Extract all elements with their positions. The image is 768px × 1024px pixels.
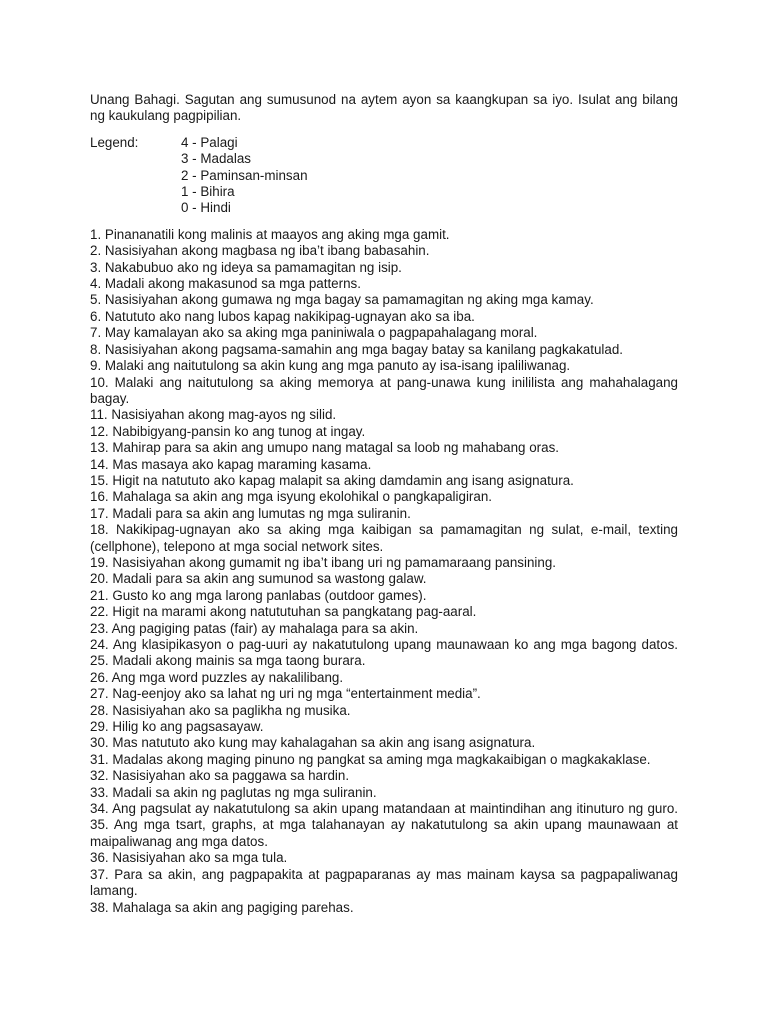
question-item: 4. Madali akong makasunod sa mga patterns. bbox=[90, 276, 361, 292]
instructions-paragraph: Unang Bahagi. Sagutan ang sumusunod na aytem ayon sa kaangkupan sa iyo. Isulat ang bilang ng kaukulang pagpipilian. bbox=[90, 92, 678, 124]
legend-option: 2 - Paminsan-minsan bbox=[181, 167, 308, 183]
question-item: 2. Nasisiyahan akong magbasa ng iba’t ibang babasahin. bbox=[90, 243, 430, 259]
question-item: 37. Para sa akin, ang pagpapakita at pagpaparanas ay mas mainam kaysa sa pagpapaliwanag lamang. bbox=[90, 866, 678, 899]
question-item: 32. Nasisiyahan ako sa paggawa sa hardin. bbox=[90, 768, 350, 784]
question-item: 19. Nasisiyahan akong gumamit ng iba’t ibang uri ng pamamaraang pansining. bbox=[90, 554, 556, 570]
question-item: 24. Ang klasipikasyon o pag-uuri ay nakatutulong upang maunawaan ko ang mga bagong datos. 25. Madali akong mainis sa mga taong burara. bbox=[90, 637, 678, 669]
question-item: 22. Higit na marami akong natututuhan sa pangkatang pag-aaral. bbox=[90, 604, 477, 620]
question-item: 26. Ang mga word puzzles ay nakalilibang. bbox=[90, 669, 344, 685]
document-page bbox=[90, 92, 678, 916]
legend-option: 1 - Bihira bbox=[181, 184, 235, 200]
question-item: 16. Mahalaga sa akin ang mga isyung ekolohikal o pangkapaligiran. bbox=[90, 489, 492, 505]
question-item: 38. Mahalaga sa akin ang pagiging parehas. bbox=[90, 899, 354, 915]
question-item: 12. Nabibigyang-pansin ko ang tunog at ingay. bbox=[90, 423, 366, 439]
question-item: 20. Madali para sa akin ang sumunod sa wastong galaw. bbox=[90, 571, 427, 587]
legend bbox=[90, 135, 678, 217]
question-item: 11. Nasisiyahan akong mag-ayos ng silid. bbox=[90, 407, 337, 423]
question-item: 36. Nasisiyahan ako sa mga tula. bbox=[90, 850, 288, 866]
legend-options bbox=[181, 135, 308, 217]
legend-option: 0 - Hindi bbox=[181, 200, 231, 216]
legend-option: 4 - Palagi bbox=[181, 134, 238, 150]
question-list bbox=[90, 227, 678, 916]
question-item: 33. Madali sa akin ng paglutas ng mga suliranin. bbox=[90, 784, 377, 800]
question-item: 6. Natututo ako nang lubos kapag nakikipag-ugnayan ako sa iba. bbox=[90, 308, 475, 324]
question-item: 28. Nasisiyahan ako sa paglikha ng musika. bbox=[90, 702, 351, 718]
question-item: 8. Nasisiyahan akong pagsama-samahin ang mga bagay batay sa kanilang pagkakatulad. bbox=[90, 341, 623, 357]
question-item: 34. Ang pagsulat ay nakatutulong sa akin upang matandaan at maintindihan ang itinuturo ng guro. 35. Ang mga tsart, graphs, at mga talahanayan ay nakatutulong sa akin upang maunawaan at maipaliwanag ang mga datos. bbox=[90, 801, 678, 849]
question-item: 3. Nakabubuo ako ng ideya sa pamamagitan ng isip. bbox=[90, 259, 402, 275]
question-item: 29. Hilig ko ang pagsasayaw. bbox=[90, 719, 264, 735]
question-item: 7. May kamalayan ako sa aking mga paniniwala o pagpapahalagang moral. bbox=[90, 325, 538, 341]
legend-label: Legend: bbox=[90, 134, 139, 150]
question-item: 17. Madali para sa akin ang lumutas ng mga suliranin. bbox=[90, 505, 411, 521]
question-item: 31. Madalas akong maging pinuno ng pangkat sa aming mga magkakaibigan o magkakaklase. bbox=[90, 751, 651, 767]
question-item: 5. Nasisiyahan akong gumawa ng mga bagay sa pamamagitan ng aking mga kamay. bbox=[90, 292, 594, 308]
question-item: 18. Nakikipag-ugnayan ako sa aking mga kaibigan sa pamamagitan ng sulat, e-mail, texting (cellphone), telepono at mga social network sites. bbox=[90, 522, 678, 554]
question-item: 23. Ang pagiging patas (fair) ay mahalaga para sa akin. bbox=[90, 620, 419, 636]
question-item: 10. Malaki ang naitutulong sa aking memorya at pang-unawa kung inililista ang mahahalagang bagay. bbox=[90, 374, 678, 406]
question-item: 27. Nag-eenjoy ako sa lahat ng uri ng mga “entertainment media”. bbox=[90, 686, 481, 702]
legend-option: 3 - Madalas bbox=[181, 151, 251, 167]
question-item: 9. Malaki ang naitutulong sa akin kung ang mga panuto ay isa-isang ipaliliwanag. bbox=[90, 358, 571, 374]
question-item: 30. Mas natututo ako kung may kahalagahan sa akin ang isang asignatura. bbox=[90, 735, 536, 751]
question-item: 13. Mahirap para sa akin ang umupo nang matagal sa loob ng mahabang oras. bbox=[90, 440, 559, 456]
question-item: 1. Pinananatili kong malinis at maayos ang aking mga gamit. bbox=[90, 226, 450, 242]
question-item: 14. Mas masaya ako kapag maraming kasama. bbox=[90, 456, 372, 472]
question-item: 15. Higit na natututo ako kapag malapit sa aking damdamin ang isang asignatura. bbox=[90, 472, 574, 488]
question-item: 21. Gusto ko ang mga larong panlabas (outdoor games). bbox=[90, 587, 427, 603]
